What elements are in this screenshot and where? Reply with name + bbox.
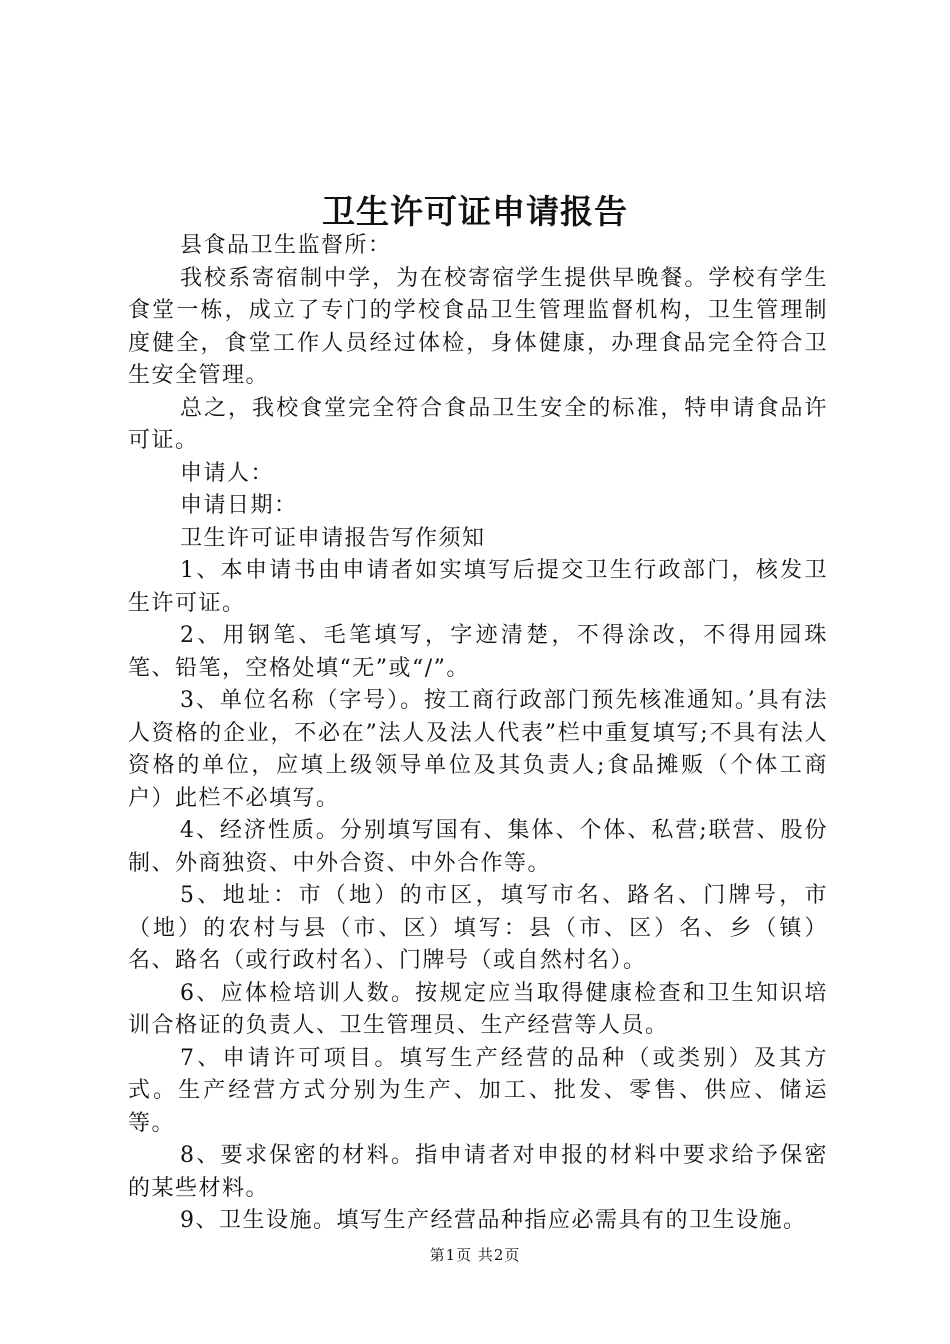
- note-item-5: 5、地址：市（地）的市区，填写市名、路名、门牌号，市（地）的农村与县（市、区）填写：县（市、区）名、乡（镇）名、路名（或行政村名）、门牌号（或自然村名）。: [128, 883, 828, 973]
- note-item-8: 8、要求保密的材料。指申请者对申报的材料中要求给予保密的某些材料。: [128, 1143, 828, 1201]
- application-date-line: 申请日期：: [180, 493, 298, 518]
- document-body: [128, 230, 828, 1238]
- document-title: 卫生许可证申请报告: [322, 192, 628, 231]
- note-item-7: 7、申请许可项目。填写生产经营的品种（或类别）及其方式。生产经营方式分别为生产、加工、批发、零售、供应、储运等。: [128, 1045, 828, 1136]
- note-item-9: 9、卫生设施。填写生产经营品种指应必需具有的卫生设施。: [180, 1208, 807, 1233]
- note-item-4: 4、经济性质。分别填写国有、集体、个体、私营;联营、股份制、外商独资、中外合资、中外合作等。: [128, 818, 828, 876]
- note-item-1: 1、本申请书由申请者如实填写后提交卫生行政部门，核发卫生许可证。: [128, 558, 828, 616]
- salutation: 县食品卫生监督所：: [180, 233, 392, 258]
- notes-heading: 卫生许可证申请报告写作须知: [180, 525, 486, 551]
- page-footer: 第1页 共2页: [429, 1246, 521, 1264]
- note-item-3: 3、单位名称（字号）。按工商行政部门预先核准通知。’具有法人资格的企业，不必在”法人及法人代表”栏中重复填写;不具有法人资格的单位，应填上级领导单位及其负责人;食品摊贩（个体工商户）此栏不必填写。: [128, 688, 828, 811]
- note-item-2: 2、用钢笔、毛笔填写，字迹清楚，不得涂改，不得用园珠笔、铅笔，空格处填“无”或“/”。: [128, 623, 828, 681]
- paragraph-intro: 我校系寄宿制中学，为在校寄宿学生提供早晚餐。学校有学生食堂一栋，成立了专门的学校食品卫生管理监督机构，卫生管理制度健全，食堂工作人员经过体检，身体健康，办理食品完全符合卫生安全管理。: [128, 265, 828, 388]
- note-item-6: 6、应体检培训人数。按规定应当取得健康检查和卫生知识培训合格证的负责人、卫生管理员、生产经营等人员。: [128, 980, 828, 1038]
- applicant-line: 申请人：: [180, 460, 275, 486]
- paragraph-conclusion: 总之，我校食堂完全符合食品卫生安全的标准，特申请食品许可证。: [128, 395, 828, 453]
